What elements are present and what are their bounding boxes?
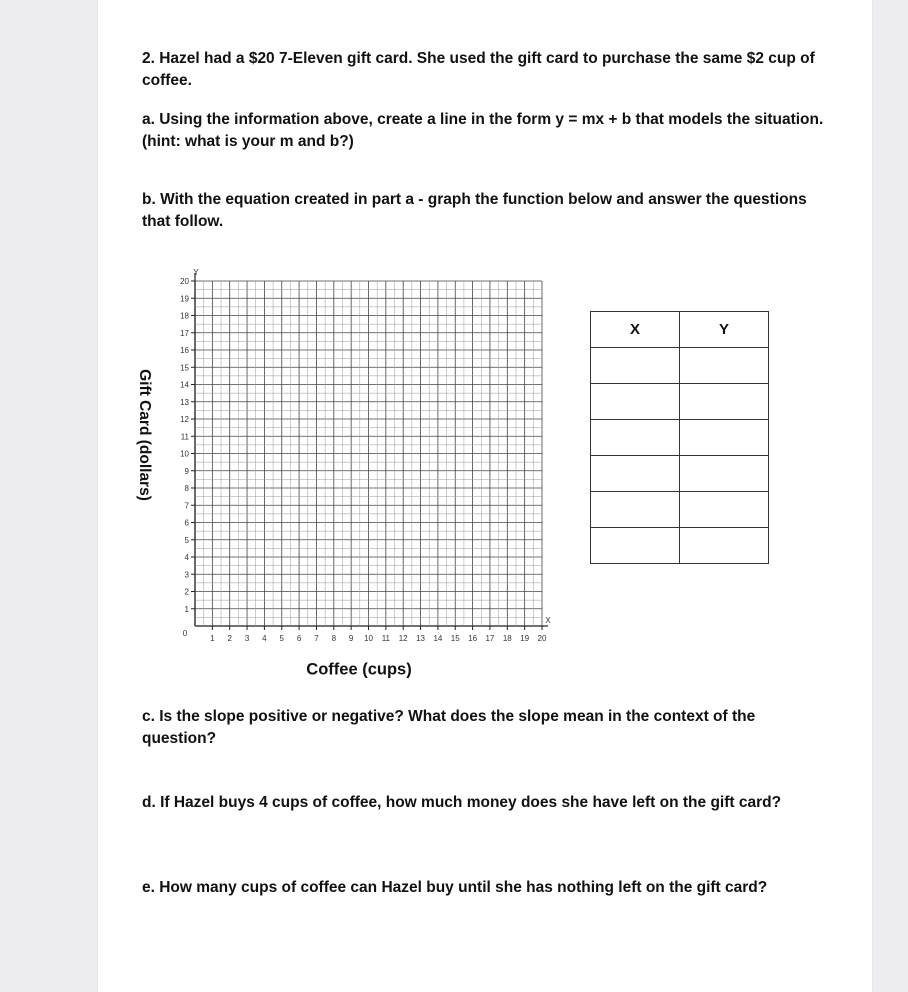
y-tick-label: 17 bbox=[180, 328, 189, 338]
table-cell[interactable] bbox=[591, 348, 680, 384]
table-header-y: Y bbox=[680, 312, 769, 348]
table-cell[interactable] bbox=[591, 528, 680, 564]
y-axis-title: Gift Card (dollars) bbox=[136, 369, 153, 501]
x-tick-label: 19 bbox=[520, 634, 530, 643]
x-tick-label: 20 bbox=[537, 634, 547, 643]
x-tick-label: 14 bbox=[433, 634, 443, 643]
y-tick-label: 14 bbox=[180, 380, 189, 390]
x-tick-label: 16 bbox=[468, 634, 478, 643]
y-tick-label: 2 bbox=[184, 587, 189, 597]
x-tick-label: 3 bbox=[244, 634, 250, 643]
table-cell[interactable] bbox=[680, 420, 769, 456]
y-tick-label: 12 bbox=[180, 415, 189, 424]
y-tick-label: 19 bbox=[180, 294, 189, 304]
table-cell[interactable] bbox=[680, 492, 769, 528]
x-tick-label: 4 bbox=[262, 634, 267, 643]
question-e: e. How many cups of coffee can Hazel buy until she has nothing left on the gift card? bbox=[142, 879, 768, 896]
y-axis-letter: Y bbox=[193, 268, 199, 277]
y-tick-label: 16 bbox=[180, 346, 189, 355]
x-tick-label: 2 bbox=[227, 634, 232, 643]
table-cell[interactable] bbox=[680, 528, 769, 564]
x-tick-label: 18 bbox=[502, 634, 512, 643]
y-tick-label: 13 bbox=[180, 397, 189, 407]
x-tick-label: 9 bbox=[348, 634, 354, 643]
y-tick-label: 6 bbox=[184, 518, 189, 528]
x-tick-label: 17 bbox=[485, 634, 495, 643]
y-tick-label: 10 bbox=[180, 449, 189, 459]
question-d: d. If Hazel buys 4 cups of coffee, how much money does she have left on the gift card? bbox=[142, 794, 782, 811]
x-tick-label: 6 bbox=[296, 634, 302, 643]
y-tick-label: 18 bbox=[180, 311, 189, 321]
x-axis-letter: X bbox=[545, 616, 551, 625]
question-a: a. Using the information above, create a line in the form y = mx + b that models the situation. (hint: what is your m and b?) bbox=[142, 111, 824, 150]
table-cell[interactable] bbox=[680, 348, 769, 384]
x-tick-label: 11 bbox=[381, 634, 391, 643]
y-tick-label: 8 bbox=[184, 484, 189, 493]
y-tick-label: 20 bbox=[180, 277, 189, 286]
worksheet-page bbox=[98, 0, 872, 992]
table-cell[interactable] bbox=[680, 456, 769, 492]
y-tick-label: 7 bbox=[184, 501, 189, 511]
x-tick-label: 12 bbox=[398, 634, 408, 643]
y-tick-label: 5 bbox=[184, 535, 189, 545]
question-b: b. With the equation created in part a - graph the function below and answer the questions that follow. bbox=[142, 191, 807, 230]
x-tick-label: 5 bbox=[279, 634, 284, 643]
origin-label: 0 bbox=[182, 629, 188, 638]
x-tick-label: 10 bbox=[364, 634, 373, 643]
y-tick-label: 9 bbox=[184, 466, 189, 476]
x-axis-title: Coffee (cups) bbox=[306, 660, 412, 679]
x-tick-label: 15 bbox=[450, 634, 460, 643]
question-2: 2. Hazel had a $20 7-Eleven gift card. She used the gift card to purchase the same $2 cup of coffee. bbox=[142, 50, 815, 89]
xy-table bbox=[590, 311, 769, 564]
x-tick-label: 7 bbox=[314, 634, 319, 643]
table-cell[interactable] bbox=[591, 456, 680, 492]
table-header-x: X bbox=[591, 312, 680, 348]
question-c: c. Is the slope positive or negative? What does the slope mean in the context of the question? bbox=[142, 708, 756, 747]
y-tick-label: 3 bbox=[184, 570, 189, 580]
y-tick-label: 4 bbox=[184, 553, 189, 562]
table-cell[interactable] bbox=[680, 384, 769, 420]
y-tick-label: 1 bbox=[184, 604, 189, 614]
x-tick-label: 13 bbox=[416, 634, 426, 643]
y-tick-label: 15 bbox=[180, 363, 189, 373]
table-cell[interactable] bbox=[591, 384, 680, 420]
x-tick-label: 8 bbox=[331, 634, 337, 643]
table-cell[interactable] bbox=[591, 420, 680, 456]
table-cell[interactable] bbox=[591, 492, 680, 528]
x-tick-label: 1 bbox=[210, 634, 215, 643]
y-tick-label: 11 bbox=[180, 432, 189, 442]
